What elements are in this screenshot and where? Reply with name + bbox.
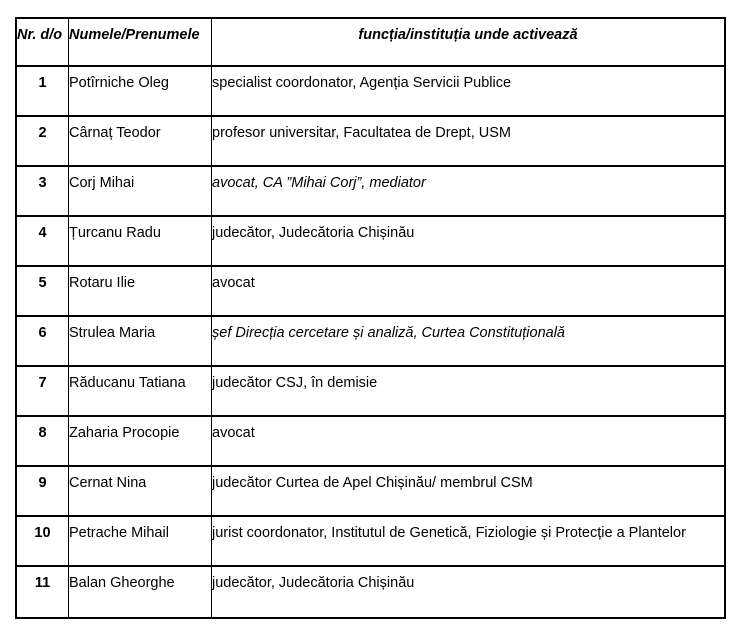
table-row [17,267,724,317]
table-row [17,217,724,267]
row-function: judecător, Judecătoria Chișinău [212,575,415,591]
row-function: șef Direcția cercetare și analiză, Curtea Constituțională [212,317,724,367]
table-header-row [17,19,724,67]
row-name: Zaharia Procopie [69,417,212,467]
table-row [17,317,724,367]
row-number: 7 [17,367,69,417]
row-name: Petrache Mihail [69,517,212,567]
row-number: 6 [17,317,69,367]
row-number: 1 [17,67,69,117]
row-number: 4 [17,217,69,267]
row-function: judecător CSJ, în demisie [212,367,724,417]
row-number: 11 [17,567,69,617]
row-number: 10 [17,517,69,567]
row-number: 9 [17,467,69,517]
row-number: 8 [17,417,69,467]
row-number: 3 [17,167,69,217]
row-function: avocat [212,267,724,317]
row-function: specialist coordonator, Agenția Servicii Publice [212,67,724,117]
header-nr: Nr. d/o [17,19,69,67]
row-function: jurist coordonator, Institutul de Genetică, Fiziologie și Protecție a Plantelor [212,517,724,567]
table-row [17,517,724,567]
row-name: Corj Mihai [69,167,212,217]
table-row [17,367,724,417]
row-name: Potîrniche Oleg [69,67,212,117]
row-name: Răducanu Tatiana [69,367,212,417]
row-number: 2 [17,117,69,167]
row-name: Cârnaț Teodor [69,117,212,167]
row-name: Țurcanu Radu [69,217,212,267]
row-number: 5 [17,267,69,317]
table-row [17,167,724,217]
table-row [17,467,724,517]
row-function: profesor universitar, Facultatea de Drept, USM [212,117,724,167]
row-name: Strulea Maria [69,317,212,367]
row-name: Cernat Nina [69,467,212,517]
header-name: Numele/Prenumele [69,19,212,67]
row-function: avocat, CA ”Mihai Corj”, mediator [212,167,724,217]
table-body [17,67,724,617]
row-function: avocat [212,417,724,467]
table-row [17,67,724,117]
row-name: Balan Gheorghe [69,567,212,617]
row-name: Rotaru Ilie [69,267,212,317]
table-row [17,117,724,167]
row-function: judecător, Judecătoria Chișinău [212,217,724,267]
table-row [17,417,724,467]
members-table [15,17,726,619]
row-function: judecător Curtea de Apel Chișinău/ membrul CSM [212,467,724,517]
table-row [17,567,724,617]
header-function: funcția/instituția unde activează [212,19,724,67]
